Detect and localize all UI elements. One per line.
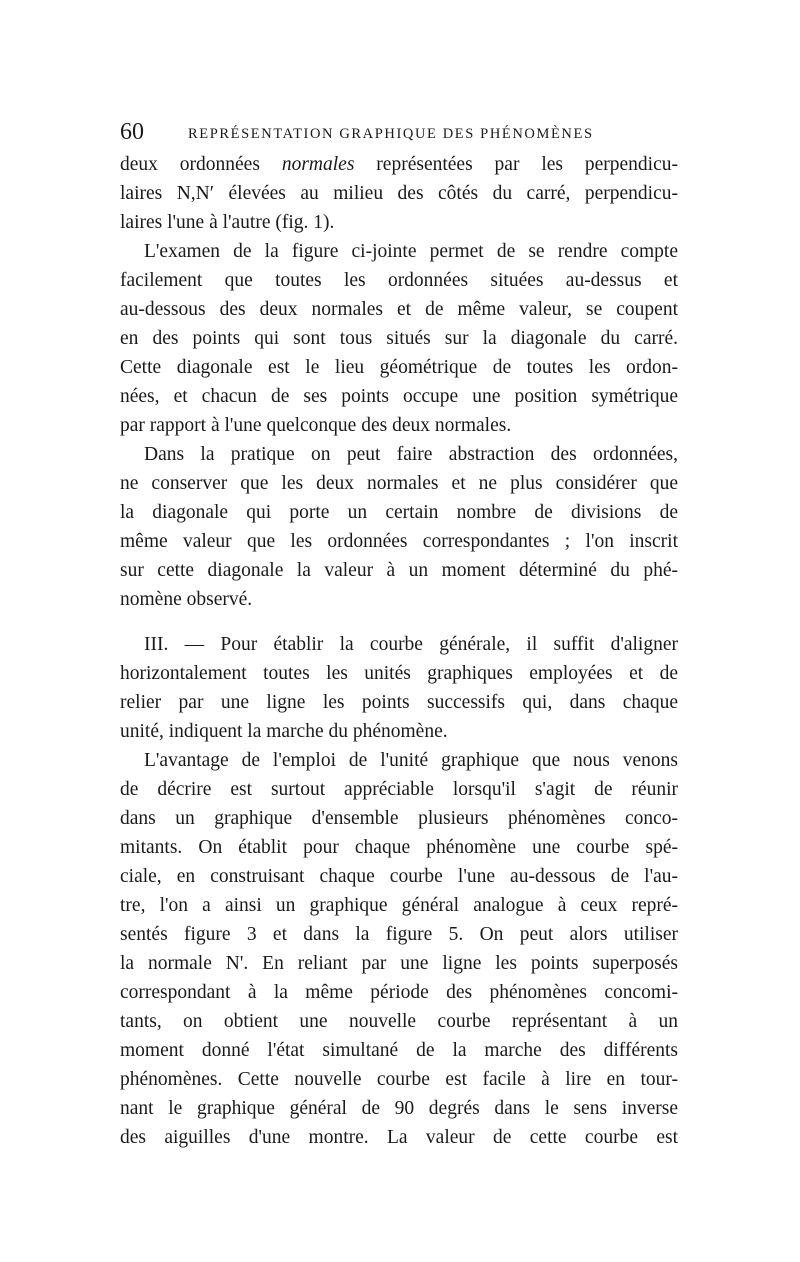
text-line: L'avantage de l'emploi de l'unité graphique que nous venons	[144, 750, 678, 771]
paragraph-2	[120, 237, 678, 440]
text-line: même valeur que les ordonnées correspondantes ; l'on inscrit	[120, 531, 678, 552]
text-line: unité, indiquent la marche du phénomène.	[120, 721, 448, 742]
text-line: relier par une ligne les points successifs qui, dans chaque	[120, 692, 678, 713]
text-line: L'examen de la figure ci-jointe permet de se rendre compte	[144, 241, 678, 262]
text-line: mitants. On établit pour chaque phénomène une courbe spé-	[120, 837, 678, 858]
text-line: par rapport à l'une quelconque des deux normales.	[120, 415, 512, 436]
text-line: nant le graphique général de 90 degrés dans le sens inverse	[120, 1098, 678, 1119]
text-line: correspondant à la même période des phénomènes concomi-	[120, 982, 678, 1003]
text-line: des aiguilles d'une montre. La valeur de cette courbe est	[120, 1127, 678, 1148]
text-line: tants, on obtient une nouvelle courbe représentant à un	[120, 1011, 678, 1032]
text-line: moment donné l'état simultané de la marche des différents	[120, 1040, 678, 1061]
text-line: ciale, en construisant chaque courbe l'une au-dessous de l'au-	[120, 866, 678, 887]
text-line: nomène observé.	[120, 589, 253, 610]
text-line: dans un graphique d'ensemble plusieurs phénomènes conco-	[120, 808, 678, 829]
section-gap	[120, 614, 678, 630]
text-line: nées, et chacun de ses points occupe une position symétrique	[120, 386, 678, 407]
text-line: horizontalement toutes les unités graphiques employées et de	[120, 663, 678, 684]
text-line: laires N,N′ élevées au milieu des côtés du carré, perpendicu-	[120, 183, 678, 204]
text-line: ne conserver que les deux normales et ne plus considérer que	[120, 473, 678, 494]
page-number: 60	[120, 119, 144, 145]
text-line: de décrire est surtout appréciable lorsqu'il s'agit de réunir	[120, 779, 678, 800]
running-head	[120, 118, 680, 148]
text-line: la diagonale qui porte un certain nombre de divisions de	[120, 502, 678, 523]
text-line: sentés figure 3 et dans la figure 5. On peut alors utiliser	[120, 924, 678, 945]
paragraph-5	[120, 746, 678, 1152]
text-line: deux ordonnées normales représentées par les perpendicu-	[120, 154, 678, 175]
text-line: tre, l'on a ainsi un graphique général analogue à ceux repré-	[120, 895, 678, 916]
text-line: Dans la pratique on peut faire abstraction des ordonnées,	[144, 444, 678, 465]
text-line: en des points qui sont tous situés sur la diagonale du carré.	[120, 328, 678, 349]
body-text	[120, 150, 678, 1152]
text-line: phénomènes. Cette nouvelle courbe est facile à lire en tour-	[120, 1069, 678, 1090]
running-title: REPRÉSENTATION GRAPHIQUE DES PHÉNOMÈNES	[188, 126, 594, 142]
text-line: au-dessous des deux normales et de même valeur, se coupent	[120, 299, 678, 320]
text-line: III. — Pour établir la courbe générale, il suffit d'aligner	[144, 634, 678, 655]
text-line: facilement que toutes les ordonnées situées au-dessus et	[120, 270, 678, 291]
paragraph-4	[120, 630, 678, 746]
text-line: laires l'une à l'autre (fig. 1).	[120, 212, 335, 233]
text-line: sur cette diagonale la valeur à un moment déterminé du phé-	[120, 560, 678, 581]
italic-term: normales	[281, 154, 355, 175]
text-line: Cette diagonale est le lieu géométrique de toutes les ordon-	[120, 357, 678, 378]
text-line: la normale N'. En reliant par une ligne les points superposés	[120, 953, 678, 974]
paragraph-3	[120, 440, 678, 614]
paragraph-1	[120, 150, 678, 237]
